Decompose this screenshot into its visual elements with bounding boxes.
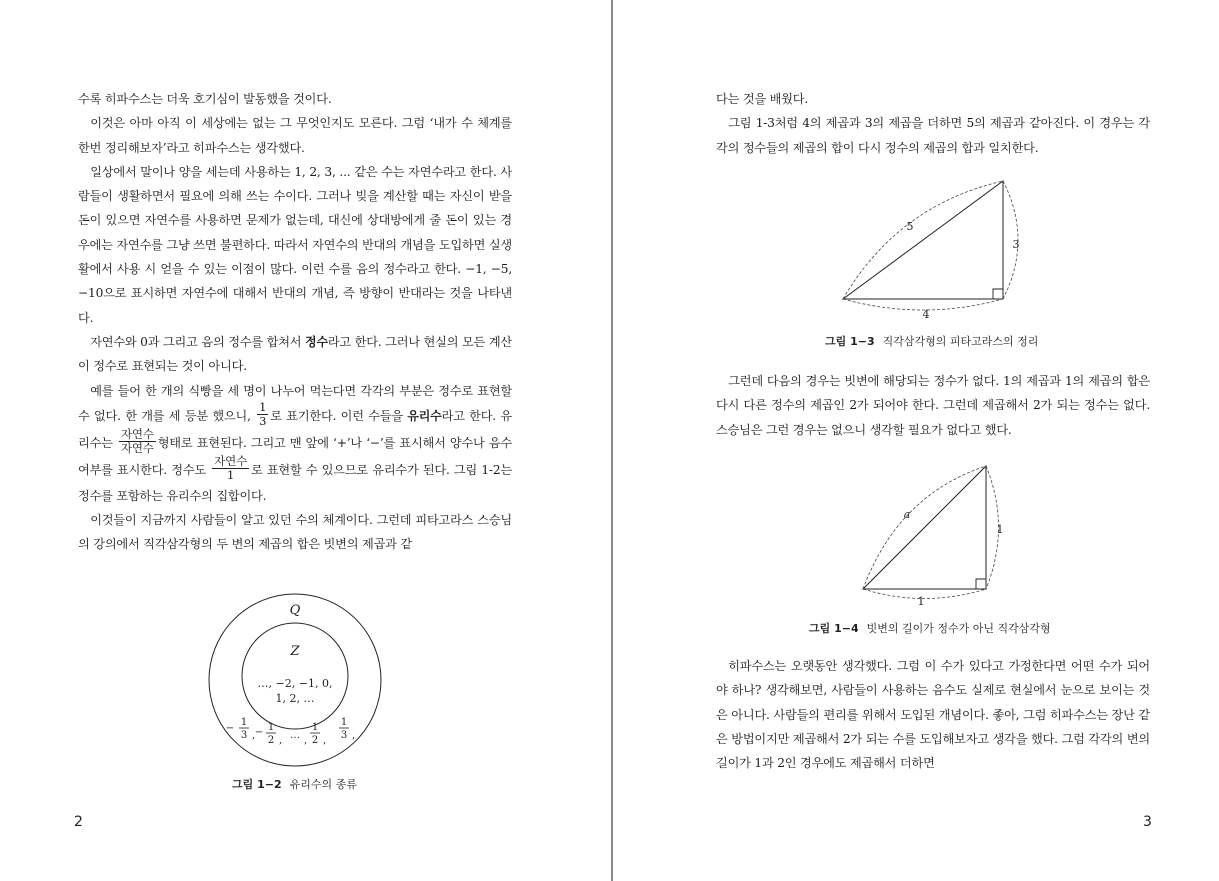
text-run: 라고 한다. 그러나 현실의 모든 계산이 정수로 표현되는 것이 아니다. xyxy=(78,334,512,374)
paragraph: 그림 1-3처럼 4의 제곱과 3의 제곱을 더하면 5의 제곱과 같아진다. 이 경우는 각각의 정수들의 제곱의 합이 다시 정수의 제곱의 합과 일치한다. xyxy=(716,116,1150,155)
integers-line-1: …, −2, −1, 0, xyxy=(257,677,333,690)
caption-text: 직각삼각형의 피타고라스의 정리 xyxy=(882,335,1039,348)
paragraph: 일상에서 말이나 양을 세는데 사용하는 1, 2, 3, ... 같은 수는 자연수라고 한다. 사람들이 생활하면서 필요에 의해 쓰는 수이다. 그러나 빚을 계산할 때는 자신이 받을 돈이 있으면 자연수를 사용하면 문제가 없는데, 대신에 상대방에게 줄 돈이 있는 경우에는 자연수를 그냥 쓰면 불편하다. 따라서 자연수의 반대의 개념을 도입하면 실생활에서 사용 시 얻을 수 있는 이점이 많다. 이런 수를 음의 정수라고 한다. −1, −5, −10으로 표시하면 자연수에 대해서 반대의 개념, 즉 방향이 반대라는 것을 나타낸다. xyxy=(78,164,512,325)
paragraph: 수록 히파수스는 더욱 호기심이 발동했을 것이다. xyxy=(78,92,332,106)
fraction-denominator: 1 xyxy=(227,467,235,482)
dashed-arc-base xyxy=(863,589,986,599)
page-number: 2 xyxy=(74,814,83,830)
inner-circle-integers xyxy=(242,623,348,729)
fraction-numerator: 자연수 xyxy=(214,453,247,468)
label-vert: 3 xyxy=(1012,238,1020,251)
paragraph: 이것은 아마 아직 이 세상에는 없는 그 무엇인지도 모른다. 그럼 ‘내가 수 체계를 한번 정리해보자’라고 히파수스는 생각했다. xyxy=(78,116,512,155)
right-page-body-3 xyxy=(716,654,1150,775)
frac-sep: , xyxy=(252,730,256,741)
term-integer: 정수 xyxy=(305,334,328,349)
paragraph xyxy=(78,379,512,509)
paragraph: 히파수스는 오랫동안 생각했다. 그럼 이 수가 있다고 가정한다면 어떤 수가 되어야 하나? 생각해보면, 사람들이 사용하는 음수도 실제로 현실에서 눈으로 보이는 것은 아니다. 사람들의 편리를 위해서 도입된 개념이다. 좋아, 그럼 히파수스는 장난 같은 방법이지만 제곱해서 2가 되는 수를 도입해보자고 생각을 했다. 그럼 각각의 변의 길이가 1과 2인 경우에도 제곱해서 더하면 xyxy=(716,659,1150,771)
frac-num: 1 xyxy=(267,722,275,733)
figure-3-4-5-triangle xyxy=(838,175,1058,325)
figure-1-1-a-triangle xyxy=(853,460,1013,610)
frac-den: 2 xyxy=(267,735,275,746)
triangle-3-4-5 xyxy=(843,181,1003,299)
integers-line-2: 1, 2, … xyxy=(275,692,315,705)
text-run: 자연수와 0과 그리고 음의 정수를 합쳐서 xyxy=(90,334,302,349)
frac-sep: , xyxy=(323,735,327,746)
text-run: 예를 들어 한 개의 식빵을 세 명이 나누어 먹는다면 각각의 부분은 정수로 표현할 수 없다. 한 개를 세 등분 했으니, xyxy=(78,383,512,423)
text-run: 로 표기한다. 이런 수들을 xyxy=(270,408,403,423)
figure-caption xyxy=(809,620,1051,636)
frac-sep: , xyxy=(304,735,308,746)
label-base: 4 xyxy=(922,308,930,321)
label-base: 1 xyxy=(917,595,925,608)
figure-caption xyxy=(825,333,1038,349)
fraction-row xyxy=(226,717,355,746)
paragraph: 그런데 다음의 경우는 빗변에 해당되는 정수가 없다. 1의 제곱과 1의 제곱의 합은 다시 다른 정수의 제곱인 2가 되어야 한다. 그런데 제곱해서 2가 되는 정수는 없다. 스승님은 그런 경우는 없으니 생각할 필요가 없다고 했다. xyxy=(716,374,1150,437)
label-hyp: 5 xyxy=(906,220,914,233)
rational-numbers-diagram xyxy=(205,593,385,768)
frac-num: 1 xyxy=(240,717,248,728)
caption-text: 유리수의 종류 xyxy=(289,778,357,791)
frac-num: 1 xyxy=(340,717,348,728)
label-q: Q xyxy=(289,603,301,618)
right-page-body-2 xyxy=(716,369,1150,442)
right-page-body xyxy=(716,87,1150,160)
fraction-denominator: 자연수 xyxy=(120,440,154,455)
caption-label: 그림 1−4 xyxy=(809,622,859,635)
frac-sep: , xyxy=(279,735,283,746)
caption-label: 그림 1−3 xyxy=(825,335,875,348)
fraction-numerator: 1 xyxy=(259,399,267,414)
text-run: 로 표현할 수 있으므로 유리수가 된다. 그림 1-2는 정수를 포함하는 유리수의 집합이다. xyxy=(78,462,512,503)
fraction-one-third xyxy=(257,401,268,428)
fraction-numerator: 자연수 xyxy=(120,426,154,441)
text-run: 형태로 표현된다. 그리고 맨 앞에 ‘+’나 ‘−’를 표시해서 양수나 음수 여부를 표시한다. 정수도 xyxy=(78,435,512,477)
frac-den: 2 xyxy=(311,735,319,746)
right-angle-mark xyxy=(976,579,986,589)
text-run: 라고 한다. 유리수는 xyxy=(78,408,512,450)
caption-label: 그림 1−2 xyxy=(232,778,282,791)
right-page xyxy=(613,0,1219,881)
frac-sign: − xyxy=(225,723,235,734)
term-rational: 유리수 xyxy=(407,408,442,423)
label-z: Z xyxy=(290,644,300,659)
paragraph xyxy=(78,330,512,379)
frac-den: 3 xyxy=(340,730,348,741)
paragraph: 다는 것을 배웠다. xyxy=(716,92,809,106)
frac-num: 1 xyxy=(311,722,319,733)
frac-sep: , xyxy=(352,730,356,741)
label-vert: 1 xyxy=(996,523,1004,536)
frac-den: 3 xyxy=(240,730,248,741)
triangle-1-1-a xyxy=(863,466,986,589)
left-page-body xyxy=(78,87,512,557)
frac-ellipsis: … xyxy=(290,730,300,741)
paragraph: 이것들이 지금까지 사람들이 알고 있던 수의 체계이다. 그런데 피타고라스 스승님의 강의에서 직각삼각형의 두 변의 제곱의 합은 빗변의 제곱과 같 xyxy=(78,513,512,552)
frac-sign: − xyxy=(254,727,264,738)
fraction-denominator: 3 xyxy=(259,413,267,428)
fraction-natural-over-one xyxy=(212,455,249,482)
label-hyp: a xyxy=(903,508,911,521)
figure-caption xyxy=(232,776,357,792)
fraction-natural-over-natural xyxy=(119,428,156,455)
right-angle-mark xyxy=(993,289,1003,299)
page-number: 3 xyxy=(1143,814,1152,830)
caption-text: 빗변의 길이가 정수가 아닌 직각삼각형 xyxy=(866,622,1051,635)
